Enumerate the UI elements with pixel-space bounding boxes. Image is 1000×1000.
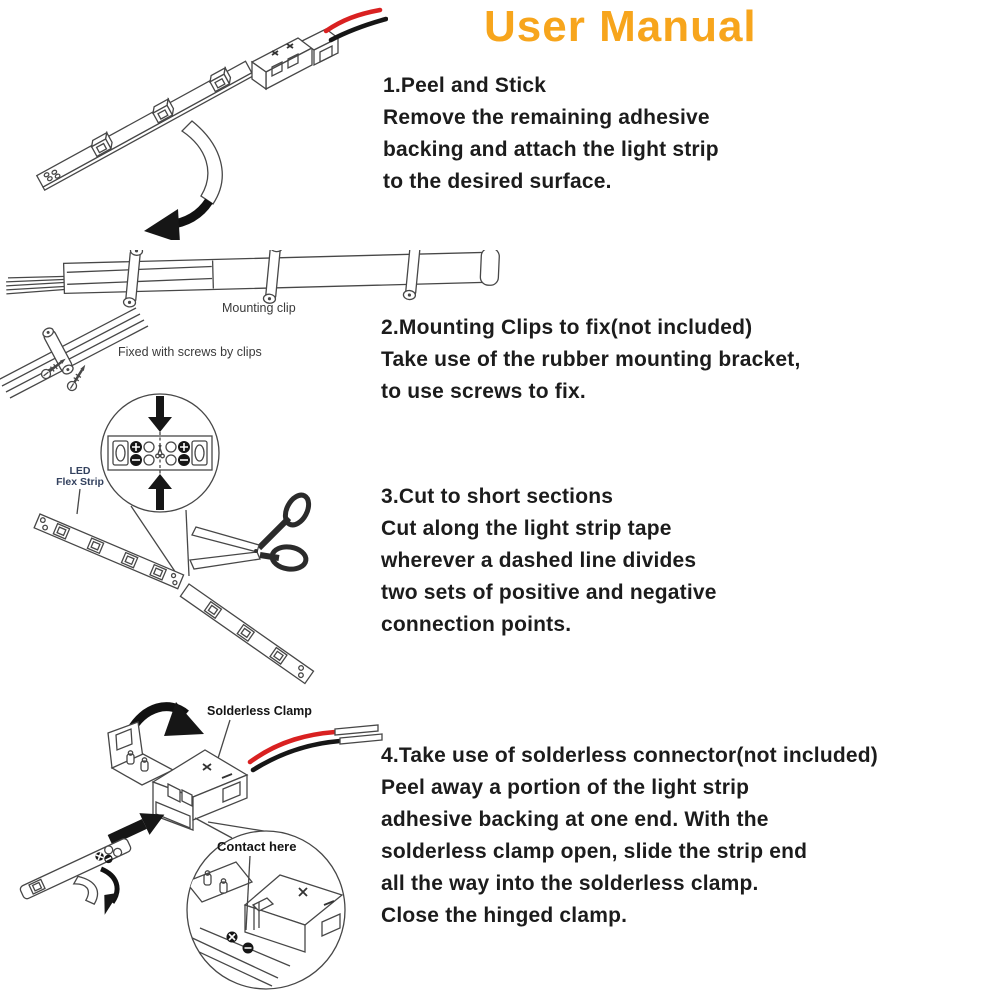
strip-end-with-contacts bbox=[19, 837, 152, 942]
step-4-line-4: all the way into the solderless clamp. bbox=[381, 872, 759, 895]
mounting-clips-illustration bbox=[0, 250, 520, 412]
step-2-line-2: to use screws to fix. bbox=[381, 380, 586, 403]
led-flex-strip-label-line1: LED bbox=[69, 465, 91, 477]
led-flex-strip-bottom bbox=[180, 584, 313, 683]
step-1-heading: 1.Peel and Stick bbox=[383, 74, 547, 97]
cut-sections-illustration bbox=[5, 390, 375, 690]
solderless-clamp-label: Solderless Clamp bbox=[207, 704, 312, 718]
step-4-line-3: solderless clamp open, slide the strip end bbox=[381, 840, 808, 863]
step-2-line-1: Take use of the rubber mounting bracket, bbox=[381, 348, 801, 371]
step-4-instructions bbox=[381, 740, 878, 932]
step-1-line-2: backing and attach the light strip bbox=[383, 138, 719, 161]
step-3-line-2: wherever a dashed line divides bbox=[381, 549, 697, 572]
step-4-line-5: Close the hinged clamp. bbox=[381, 904, 628, 927]
scissors-icon bbox=[190, 491, 313, 571]
step-3-instructions bbox=[381, 481, 717, 641]
step-1-line-3: to the desired surface. bbox=[383, 170, 612, 193]
close-lid-arrow-icon bbox=[130, 702, 204, 736]
cut-point-detail bbox=[108, 432, 212, 474]
page-title: User Manual bbox=[484, 2, 757, 51]
mounting-clip-label: Mounting clip bbox=[222, 301, 296, 315]
contact-here-label: Contact here bbox=[217, 839, 297, 854]
step-3-line-3: two sets of positive and negative bbox=[381, 581, 717, 604]
peel-and-stick-illustration bbox=[10, 5, 388, 240]
step-3-line-1: Cut along the light strip tape bbox=[381, 517, 672, 540]
step-1-instructions bbox=[383, 70, 719, 198]
clamp-wires bbox=[250, 725, 382, 770]
step-1-line-1: Remove the remaining adhesive bbox=[383, 106, 710, 129]
step-4-line-1: Peel away a portion of the light strip bbox=[381, 776, 750, 799]
step-3-heading: 3.Cut to short sections bbox=[381, 485, 614, 508]
step-4-heading: 4.Take use of solderless connector(not included) bbox=[381, 744, 878, 767]
step-4-line-2: adhesive backing at one end. With the bbox=[381, 808, 769, 831]
clamp-body bbox=[153, 750, 247, 830]
step-2-heading: 2.Mounting Clips to fix(not included) bbox=[381, 316, 753, 339]
strip-connector bbox=[252, 29, 338, 89]
step-3-line-4: connection points. bbox=[381, 613, 572, 636]
screws-fixing-label: Fixed with screws by clips bbox=[118, 345, 262, 359]
power-wires bbox=[326, 10, 386, 40]
solderless-clamp-illustration bbox=[10, 690, 410, 1000]
peel-arrow-icon bbox=[144, 121, 222, 240]
led-flex-strip-label-line2: Flex Strip bbox=[56, 476, 104, 488]
